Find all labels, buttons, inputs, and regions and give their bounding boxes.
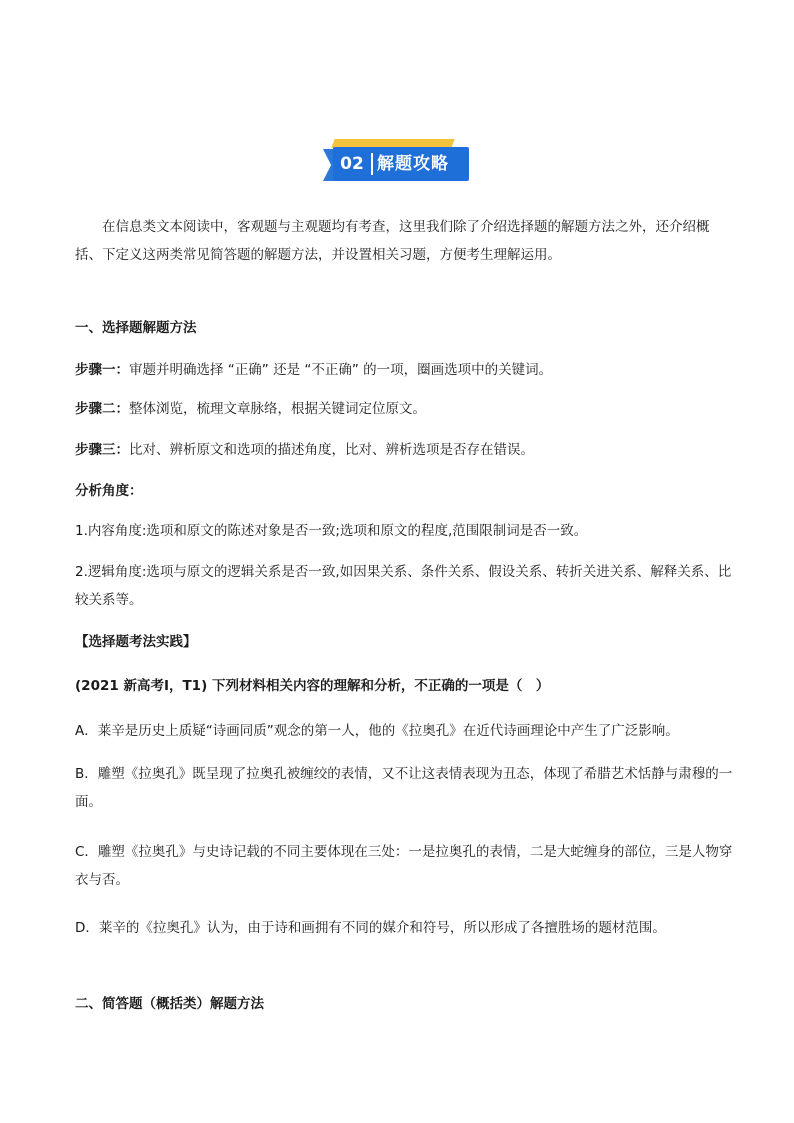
analysis-item-2: 2.逻辑角度:选项与原文的逻辑关系是否一致,如因果关系、条件关系、假设关系、转折关进关系、解释关系、比较关系等。 — [75, 564, 732, 608]
option-b: B．雕塑《拉奥孔》既呈现了拉奥孔被缠绞的表情，又不让这表情表现为丑态，体现了希腊艺术恬静与肃穆的一面。 — [75, 766, 733, 810]
badge-separator — [371, 153, 373, 175]
option-a: A．莱辛是历史上质疑“诗画同质”观念的第一人，他的《拉奥孔》在近代诗画理论中产生了广泛影响。 — [75, 723, 679, 739]
step-2 — [75, 399, 735, 419]
step-1-text: 审题并明确选择 “正确” 还是 “不正确” 的一项，圈画选项中的关键词。 — [129, 362, 553, 378]
step-3-label: 步骤三： — [75, 442, 129, 458]
option-c: C．雕塑《拉奥孔》与史诗记载的不同主要体现在三处：一是拉奥孔的表情，二是大蛇缠身的部位，三是人物穿衣与否。 — [75, 844, 733, 888]
section1-heading: 一、选择题解题方法 — [75, 320, 197, 336]
section2-heading: 二、简答题（概括类）解题方法 — [75, 996, 264, 1012]
step-2-text: 整体浏览，梳理文章脉络，根据关键词定位原文。 — [129, 401, 426, 417]
step-1-label: 步骤一： — [75, 362, 129, 378]
badge-title: 解题攻略 — [377, 154, 449, 174]
intro-paragraph: 在信息类文本阅读中，客观题与主观题均有考查，这里我们除了介绍选择题的解题方法之外，还介绍概括、下定义这两类常见简答题的解题方法，并设置相关习题，方便考生理解运用。 — [75, 219, 710, 263]
analysis-item-1: 1.内容角度:选项和原文的陈述对象是否一致;选项和原文的程度,范围限制词是否一致。 — [75, 523, 588, 539]
step-2-label: 步骤二： — [75, 401, 129, 417]
step-3-text: 比对、辨析原文和选项的描述角度，比对、辨析选项是否存在错误。 — [129, 442, 534, 458]
step-1 — [75, 360, 735, 380]
practice-heading: 【选择题考法实践】 — [75, 634, 197, 650]
practice-question: (2021 新高考Ⅰ，T1) 下列材料相关内容的理解和分析，不正确的一项是（ ） — [75, 678, 550, 694]
section-badge — [323, 139, 469, 185]
analysis-heading: 分析角度： — [75, 483, 143, 499]
badge-number: 02 — [340, 154, 364, 174]
option-d: D．莱辛的《拉奥孔》认为，由于诗和画拥有不同的媒介和符号，所以形成了各擅胜场的题材范围。 — [75, 920, 666, 936]
step-3 — [75, 440, 735, 460]
